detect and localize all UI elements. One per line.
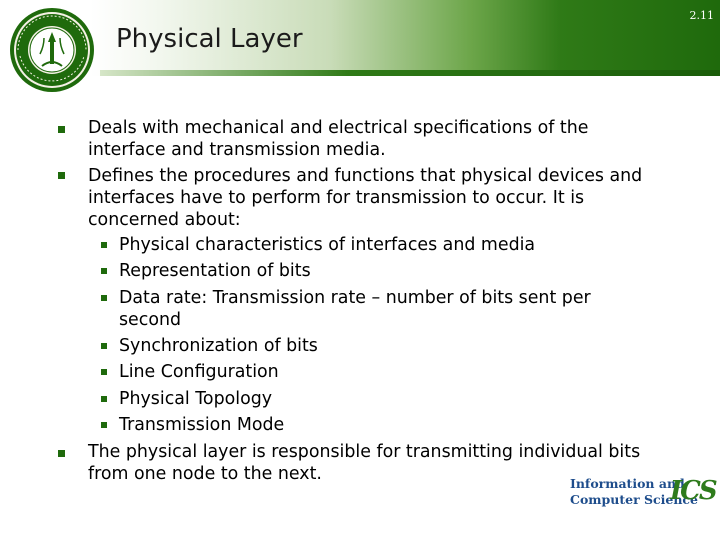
bullet-marker (58, 450, 65, 457)
sub-bullet-text: second (119, 310, 182, 330)
ics-logo-line1: Information and (570, 476, 685, 491)
bullet-marker (58, 172, 65, 179)
sub-bullet-marker (101, 295, 107, 301)
sub-bullet-marker (101, 343, 107, 349)
bullet-text: from one node to the next. (88, 464, 322, 484)
bullet-text: Deals with mechanical and electrical specifications of the (88, 118, 589, 138)
sub-bullet-text: Physical characteristics of interfaces and media (119, 235, 536, 255)
sub-bullet-marker (101, 268, 107, 274)
slide-title: Physical Layer (116, 24, 303, 54)
university-seal-icon (8, 6, 96, 94)
sub-bullet-text: Data rate: Transmission rate – number of bits sent per (119, 288, 591, 308)
bullet-text: interface and transmission media. (88, 140, 386, 160)
sub-bullet-text: Synchronization of bits (119, 336, 318, 356)
ics-logo-mark: ICS (670, 476, 716, 506)
header-band (0, 0, 720, 76)
page-number: 2.11 (689, 9, 714, 22)
ics-logo-line2: Computer Science (570, 492, 698, 507)
bullet-text: interfaces have to perform for transmission to occur. It is (88, 188, 585, 208)
sub-bullet-marker (101, 396, 107, 402)
bullet-marker (58, 126, 65, 133)
sub-bullet-marker (101, 369, 107, 375)
bullet-text: Defines the procedures and functions that physical devices and (88, 166, 643, 186)
sub-bullet-marker (101, 422, 107, 428)
sub-bullet-marker (101, 242, 107, 248)
sub-bullet-text: Physical Topology (119, 389, 273, 409)
sub-bullet-text: Representation of bits (119, 261, 311, 281)
bullet-text: The physical layer is responsible for transmitting individual bits (88, 442, 641, 462)
sub-bullet-text: Line Configuration (119, 362, 279, 382)
bullet-text: concerned about: (88, 210, 241, 230)
ics-logo (566, 476, 714, 510)
sub-bullet-text: Transmission Mode (119, 415, 285, 435)
header-underline (100, 70, 720, 76)
